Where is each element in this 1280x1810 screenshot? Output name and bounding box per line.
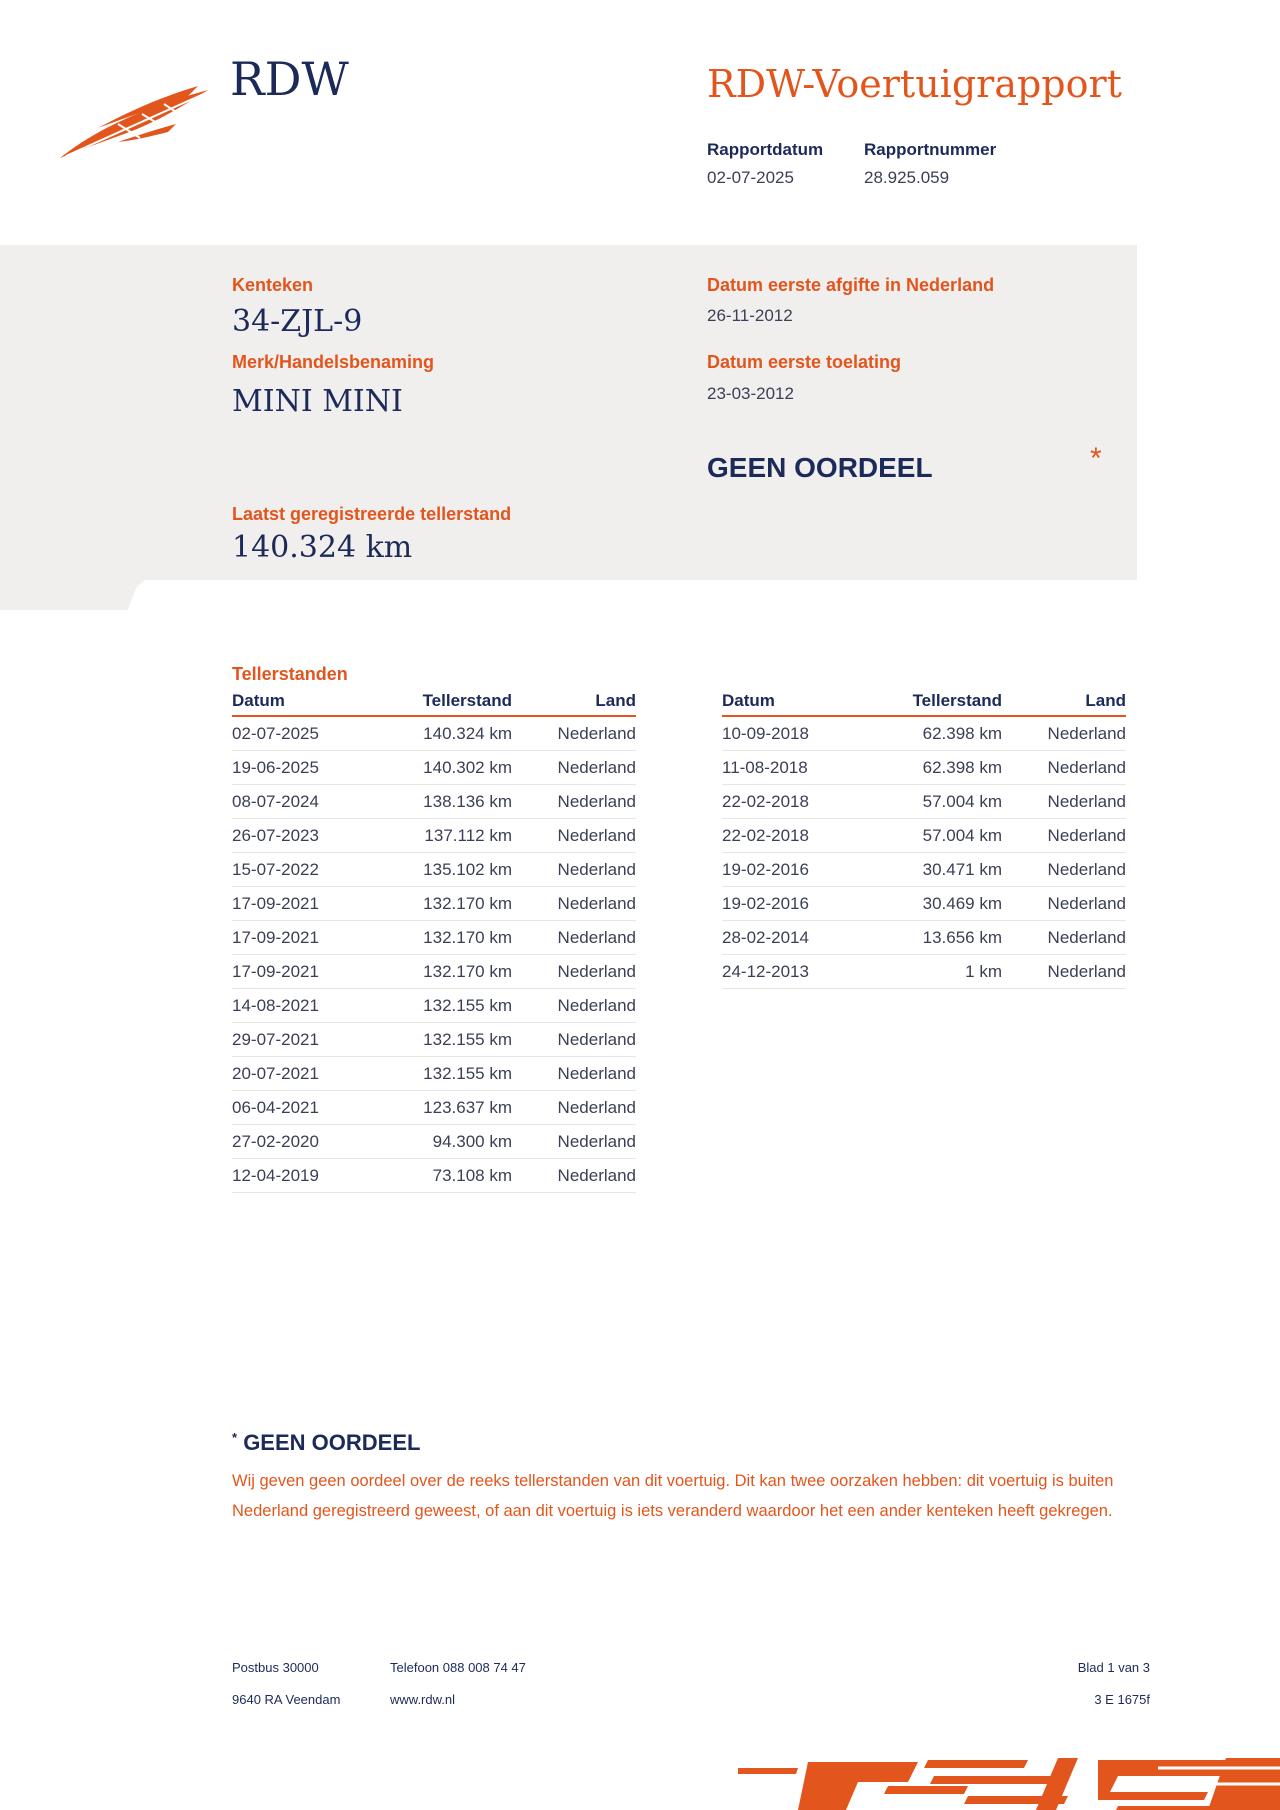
country-cell: Nederland — [512, 819, 636, 853]
report-number-label: Rapportnummer — [864, 140, 997, 159]
column-header-country: Land — [512, 690, 636, 716]
odometer-cell: 123.637 km — [372, 1091, 512, 1125]
footer-website-link[interactable]: www.rdw.nl — [390, 1692, 456, 1707]
table-row — [232, 1091, 636, 1125]
date-cell: 28-02-2014 — [722, 921, 862, 955]
make-label: Merk/Handelsbenaming — [232, 352, 435, 372]
footer-po-box: Postbus 30000 — [232, 1660, 319, 1675]
odometer-cell: 140.324 km — [372, 716, 512, 751]
odometer-cell: 62.398 km — [862, 751, 1002, 785]
country-cell: Nederland — [1002, 921, 1126, 955]
date-cell: 15-07-2022 — [232, 853, 372, 887]
country-cell: Nederland — [1002, 716, 1126, 751]
plate-value: 34-ZJL-9 — [232, 304, 363, 339]
date-cell: 26-07-2023 — [232, 819, 372, 853]
decorative-stripes-icon — [738, 1756, 1280, 1810]
note-asterisk: * — [232, 1430, 238, 1445]
country-cell: Nederland — [512, 887, 636, 921]
country-cell: Nederland — [512, 1091, 636, 1125]
date-cell: 17-09-2021 — [232, 955, 372, 989]
date-cell: 17-09-2021 — [232, 921, 372, 955]
report-date-label: Rapportdatum — [707, 140, 824, 159]
column-header-country: Land — [1002, 690, 1126, 716]
rdw-logo-icon — [58, 82, 210, 162]
table-row — [722, 819, 1126, 853]
date-cell: 14-08-2021 — [232, 989, 372, 1023]
date-cell: 12-04-2019 — [232, 1159, 372, 1193]
date-cell: 19-02-2016 — [722, 853, 862, 887]
odometer-cell: 137.112 km — [372, 819, 512, 853]
odometer-cell: 30.471 km — [862, 853, 1002, 887]
plate-label: Kenteken — [232, 275, 314, 295]
footer-document-code: 3 E 1675f — [1094, 1692, 1150, 1707]
first-nl-label: Datum eerste afgifte in Nederland — [707, 275, 995, 295]
odometer-cell: 13.656 km — [862, 921, 1002, 955]
brand-name: RDW — [230, 52, 349, 106]
date-cell: 10-09-2018 — [722, 716, 862, 751]
report-date: 02-07-2025 — [707, 168, 794, 187]
table-row — [232, 716, 636, 751]
odometer-cell: 1 km — [862, 955, 1002, 989]
note-text: Wij geven geen oordeel over de reeks tellerstanden van dit voertuig. Dit kan twee oorzaken hebben: dit voertuig is buiten Nederland geregistreerd geweest, of aan dit voertuig is iets veranderd waardoor het een ander kenteken heeft gekregen. — [232, 1472, 1114, 1520]
odometer-table-title: Tellerstanden — [232, 664, 348, 684]
country-cell: Nederland — [512, 751, 636, 785]
country-cell: Nederland — [512, 1057, 636, 1091]
table-header-row — [232, 690, 636, 716]
country-cell: Nederland — [1002, 751, 1126, 785]
table-header-row — [722, 690, 1126, 716]
table-row — [232, 1125, 636, 1159]
country-cell: Nederland — [1002, 955, 1126, 989]
column-header-odometer: Tellerstand — [862, 690, 1002, 716]
first-admission-value: 23-03-2012 — [707, 384, 794, 403]
footer-page-number: Blad 1 van 3 — [1077, 1660, 1150, 1675]
footer-phone: Telefoon 088 008 74 47 — [390, 1660, 526, 1675]
table-row — [232, 853, 636, 887]
odometer-label: Laatst geregistreerde tellerstand — [232, 504, 512, 524]
date-cell: 02-07-2025 — [232, 716, 372, 751]
column-header-date: Datum — [232, 690, 372, 716]
column-header-date: Datum — [722, 690, 862, 716]
report-number: 28.925.059 — [864, 168, 950, 187]
table-row — [232, 819, 636, 853]
date-cell: 11-08-2018 — [722, 751, 862, 785]
odometer-cell: 132.155 km — [372, 1057, 512, 1091]
odometer-cell: 132.170 km — [372, 921, 512, 955]
table-row — [722, 751, 1126, 785]
table-row — [232, 989, 636, 1023]
first-nl-value: 26-11-2012 — [707, 306, 793, 325]
country-cell: Nederland — [512, 1159, 636, 1193]
odometer-cell: 62.398 km — [862, 716, 1002, 751]
country-cell: Nederland — [512, 1125, 636, 1159]
date-cell: 29-07-2021 — [232, 1023, 372, 1057]
odometer-value: 140.324 km — [232, 530, 413, 565]
country-cell: Nederland — [512, 785, 636, 819]
odometer-cell: 57.004 km — [862, 819, 1002, 853]
table-row — [722, 921, 1126, 955]
country-cell: Nederland — [512, 921, 636, 955]
date-cell: 22-02-2018 — [722, 785, 862, 819]
odometer-cell: 140.302 km — [372, 751, 512, 785]
table-row — [722, 853, 1126, 887]
country-cell: Nederland — [512, 1023, 636, 1057]
odometer-cell: 94.300 km — [372, 1125, 512, 1159]
make-value: MINI MINI — [232, 384, 403, 419]
note-heading — [232, 1430, 420, 1456]
country-cell: Nederland — [512, 955, 636, 989]
verdict: GEEN OORDEEL — [707, 452, 933, 483]
table-row — [232, 887, 636, 921]
date-cell: 19-06-2025 — [232, 751, 372, 785]
date-cell: 22-02-2018 — [722, 819, 862, 853]
odometer-cell: 30.469 km — [862, 887, 1002, 921]
date-cell: 06-04-2021 — [232, 1091, 372, 1125]
date-cell: 20-07-2021 — [232, 1057, 372, 1091]
odometer-cell: 73.108 km — [372, 1159, 512, 1193]
table-row — [232, 1159, 636, 1193]
country-cell: Nederland — [1002, 887, 1126, 921]
odometer-table-right — [722, 690, 1126, 989]
country-cell: Nederland — [1002, 819, 1126, 853]
country-cell: Nederland — [1002, 785, 1126, 819]
odometer-cell: 135.102 km — [372, 853, 512, 887]
date-cell: 19-02-2016 — [722, 887, 862, 921]
country-cell: Nederland — [512, 716, 636, 751]
table-row — [232, 955, 636, 989]
odometer-cell: 132.155 km — [372, 1023, 512, 1057]
date-cell: 27-02-2020 — [232, 1125, 372, 1159]
country-cell: Nederland — [512, 853, 636, 887]
verdict-asterisk: * — [1090, 442, 1102, 475]
date-cell: 08-07-2024 — [232, 785, 372, 819]
date-cell: 24-12-2013 — [722, 955, 862, 989]
odometer-table-left — [232, 690, 636, 1193]
country-cell: Nederland — [1002, 853, 1126, 887]
date-cell: 17-09-2021 — [232, 887, 372, 921]
table-row — [722, 785, 1126, 819]
table-row — [722, 887, 1126, 921]
table-row — [722, 955, 1126, 989]
odometer-cell: 57.004 km — [862, 785, 1002, 819]
odometer-cell: 138.136 km — [372, 785, 512, 819]
table-row — [232, 1057, 636, 1091]
table-row — [232, 921, 636, 955]
column-header-odometer: Tellerstand — [372, 690, 512, 716]
summary-panel-tail — [0, 580, 145, 610]
odometer-cell: 132.170 km — [372, 887, 512, 921]
country-cell: Nederland — [512, 989, 636, 1023]
first-admission-label: Datum eerste toelating — [707, 352, 902, 372]
footer-city: 9640 RA Veendam — [232, 1692, 341, 1707]
report-title: RDW-Voertuigrapport — [707, 62, 1122, 106]
odometer-cell: 132.155 km — [372, 989, 512, 1023]
odometer-cell: 132.170 km — [372, 955, 512, 989]
note-title: GEEN OORDEEL — [243, 1430, 421, 1455]
table-row — [232, 751, 636, 785]
table-row — [722, 716, 1126, 751]
table-row — [232, 1023, 636, 1057]
table-row — [232, 785, 636, 819]
